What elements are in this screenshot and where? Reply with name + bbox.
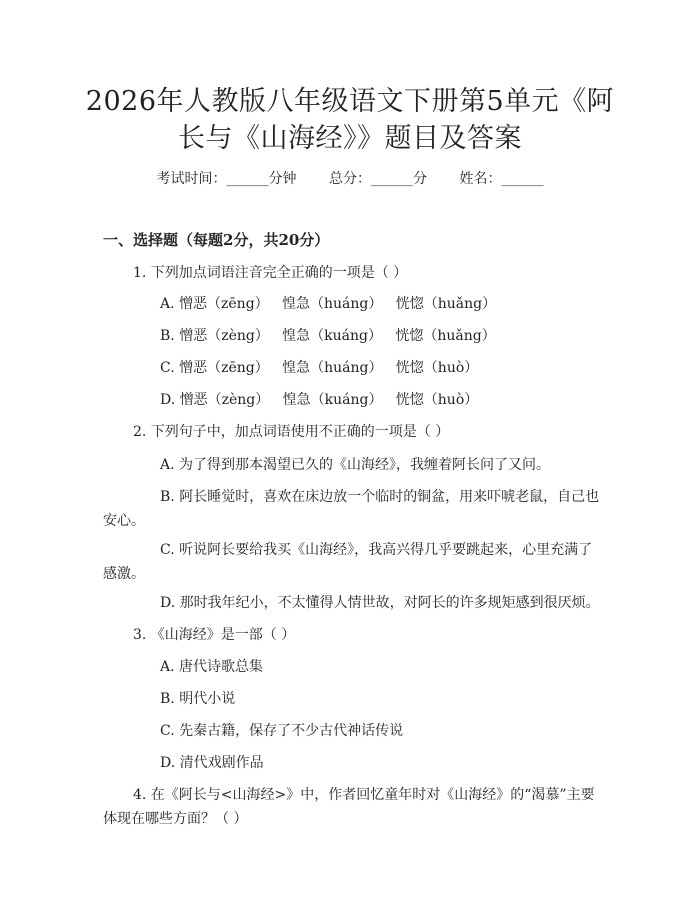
q2-option-b-cont: 安心。 xyxy=(103,513,145,529)
question-1: 1. 下列加点词语注音完全正确的一项是（ ） xyxy=(133,265,408,281)
q3-option-b: B. 明代小说 xyxy=(160,691,236,707)
q2-option-c: C. 听说阿长要给我买《山海经》，我高兴得几乎要跳起来，心里充满了 xyxy=(160,542,593,558)
exam-time: 考试时间：______分钟 xyxy=(156,171,297,187)
q2-option-c-cont: 感激。 xyxy=(103,566,145,582)
question-4: 4. 在《阿长与<山海经>》中，作者回忆童年时对《山海经》的“渴慕”主要 xyxy=(133,787,595,803)
q2-option-a: A. 为了得到那本渴望已久的《山海经》，我缠着阿长问了又问。 xyxy=(160,457,551,473)
exam-info xyxy=(0,168,700,188)
total-score: 总分：______分 xyxy=(329,171,427,187)
student-name: 姓名：______ xyxy=(459,171,544,187)
q3-option-c: C. 先秦古籍，保存了不少古代神话传说 xyxy=(160,723,404,739)
section-heading: 一、选择题（每题2分，共20分） xyxy=(103,231,330,249)
q1-option-c: C. 憎恶（zēng） 惶急（huáng） 恍惚（huò） xyxy=(160,360,479,376)
q3-option-a: A. 唐代诗歌总集 xyxy=(160,659,264,675)
title-line-1: 2026年人教版八年级语文下册第5单元《阿 xyxy=(85,86,615,117)
q1-option-d: D. 憎恶（zèng） 惶急（kuáng） 恍惚（huò） xyxy=(160,392,479,408)
q3-option-d: D. 清代戏剧作品 xyxy=(160,755,264,771)
title-line-2: 长与《山海经》》题目及答案 xyxy=(178,123,522,154)
q1-option-a: A. 憎恶（zēng） 惶急（huáng） 恍惚（huǎng） xyxy=(160,296,497,312)
question-3: 3. 《山海经》是一部（ ） xyxy=(133,627,296,643)
q2-option-d: D. 那时我年纪小，不太懂得人情世故，对阿长的许多规矩感到很厌烦。 xyxy=(160,595,600,611)
q2-option-b: B. 阿长睡觉时，喜欢在床边放一个临时的铜盆，用来吓唬老鼠，自己也 xyxy=(160,489,600,505)
q1-option-b: B. 憎恶（zèng） 惶急（kuáng） 恍惚（huǎng） xyxy=(160,328,496,344)
question-2: 2. 下列句子中，加点词语使用不正确的一项是（ ） xyxy=(133,424,450,440)
question-4-cont: 体现在哪些方面？（ ） xyxy=(103,811,248,827)
